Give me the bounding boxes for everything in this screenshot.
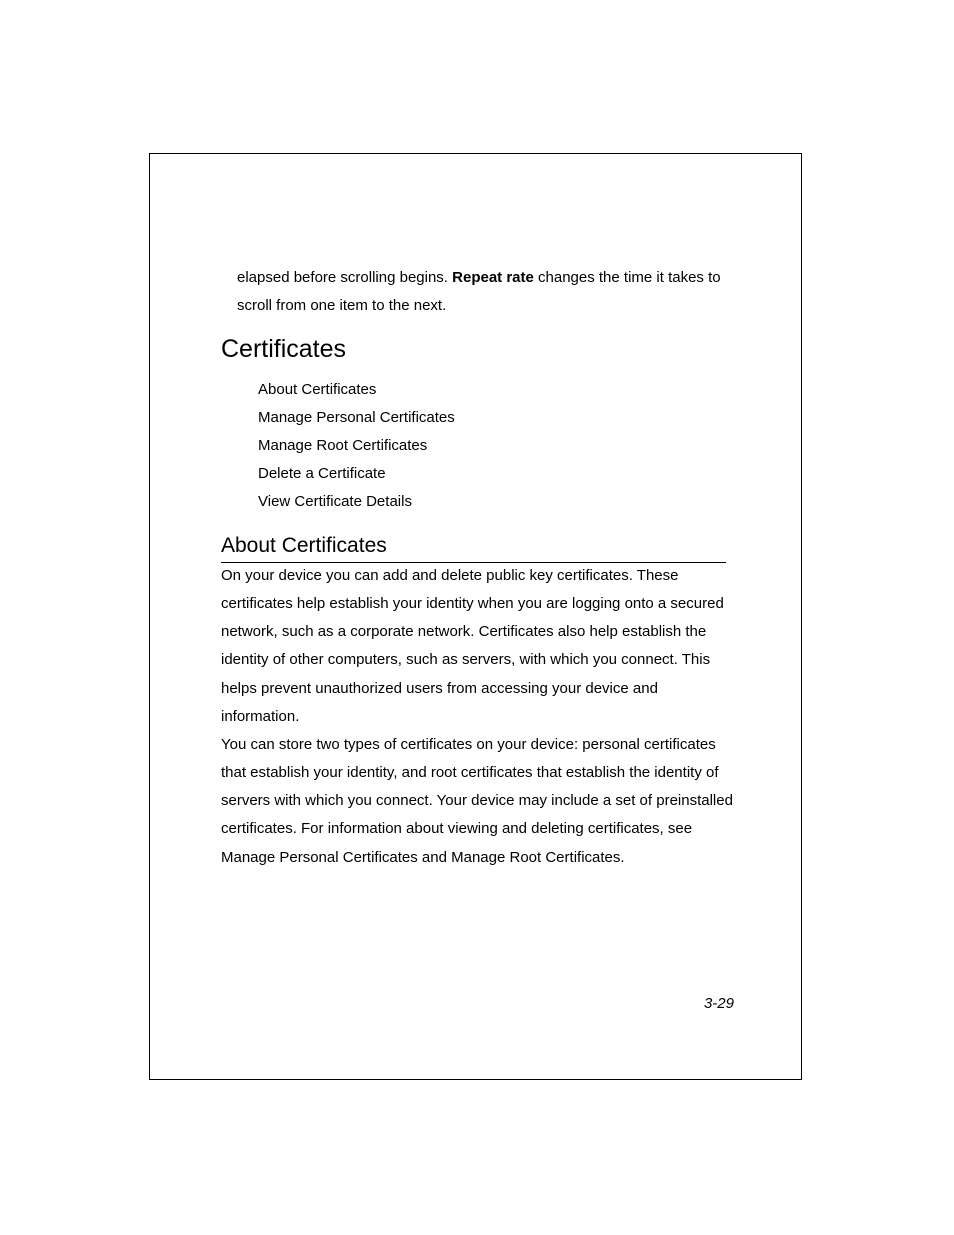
subsection-body bbox=[221, 562, 733, 872]
toc-item-view-certificate-details[interactable]: View Certificate Details bbox=[258, 493, 412, 510]
toc-item-about-certificates[interactable]: About Certificates bbox=[258, 381, 377, 398]
section-toc bbox=[258, 376, 455, 516]
repeat-rate-term: Repeat rate bbox=[452, 269, 534, 286]
toc-item-manage-root-certificates[interactable]: Manage Root Certificates bbox=[258, 437, 428, 454]
page-number: 3-29 bbox=[703, 995, 734, 1012]
section-title: Certificates bbox=[221, 335, 347, 363]
subsection-title: About Certificates bbox=[221, 531, 726, 563]
toc-item-manage-personal-certificates[interactable]: Manage Personal Certificates bbox=[258, 409, 455, 426]
body-paragraph-2: You can store two types of certificates on your device: personal certificates that establish your identity, and root certificates that establish the identity of servers with which you connect. Your device may include a set of preinstalled certificates. For information about viewing and deleting certificates, see Manage Personal Certificates and Manage Root Certificates. bbox=[221, 735, 733, 866]
intro-text-start: elapsed before scrolling begins. bbox=[237, 269, 453, 286]
intro-text-end: changes the time it takes to scroll from one item to the next. bbox=[237, 269, 721, 314]
body-paragraph-1: On your device you can add and delete public key certificates. These certificates help establish your identity when you are logging onto a secured network, such as a corporate network. Certificates also help establish the identity of other computers, such as servers, with which you connect. This helps prevent unauthorized users from accessing your device and information. bbox=[221, 567, 724, 725]
intro-paragraph bbox=[237, 264, 737, 320]
toc-item-delete-certificate[interactable]: Delete a Certificate bbox=[258, 465, 386, 482]
